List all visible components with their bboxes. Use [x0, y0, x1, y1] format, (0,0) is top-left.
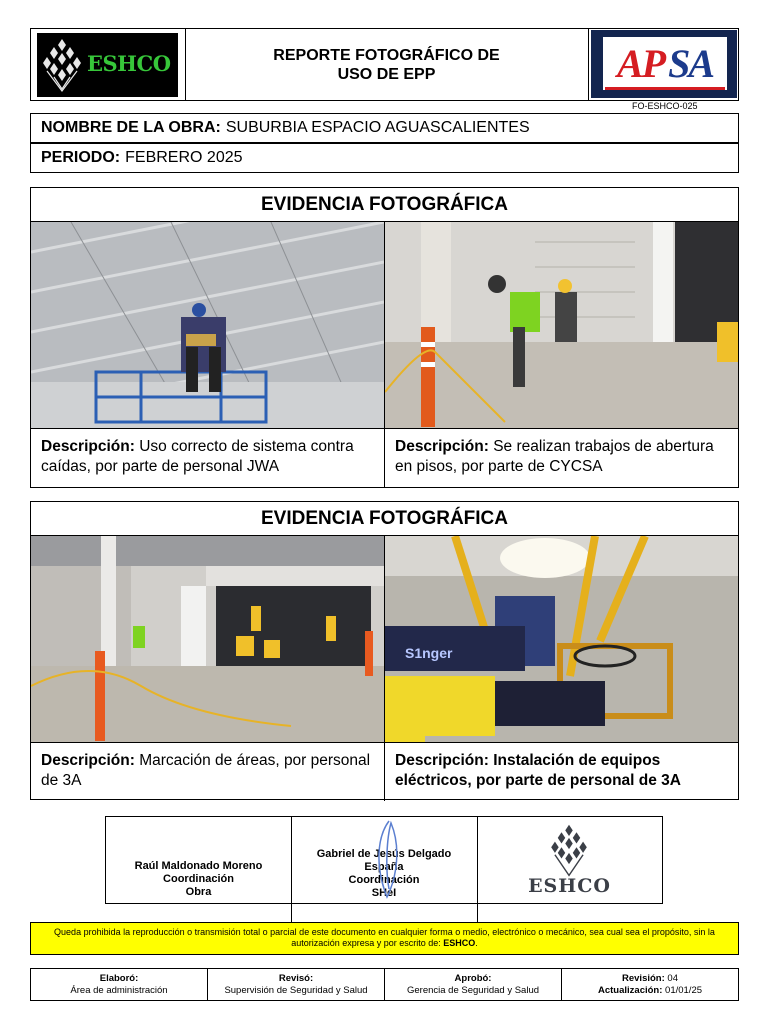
footer-label: Revisó: — [278, 973, 314, 984]
signer-area: SHeI — [371, 887, 397, 899]
description-label: Descripción: — [41, 752, 135, 769]
evidence-panel-title: EVIDENCIA FOTOGRÁFICA — [31, 502, 738, 536]
periodo-label: PERIODO: — [41, 149, 121, 166]
apsa-logo-sa: SA — [668, 41, 714, 86]
signer-role: Coordinación — [163, 873, 234, 885]
notice-text: Queda prohibida la reproducción o transmisión total o parcial de este documento en cualquier forma o medio, electrónico o mecánico, sea cual sea el propósito, sin la autorización expresa y por escrito de: — [54, 927, 715, 948]
report-title — [185, 29, 588, 100]
photo-description-4 — [385, 742, 738, 800]
document-header — [30, 28, 739, 101]
photo-fall-protection — [31, 222, 384, 428]
photo-description-3 — [31, 742, 384, 800]
report-title-line2: USO DE EPP — [337, 65, 436, 83]
description-text: Instalación de equipos eléctricos, por parte de personal de 3A — [395, 752, 681, 789]
obra-row — [30, 113, 739, 143]
signer-area: Obra — [185, 886, 212, 898]
photo-electrical-install — [385, 536, 738, 742]
periodo-row — [30, 143, 739, 173]
apsa-logo-ap: AP — [616, 41, 665, 86]
notice-end: . — [475, 938, 478, 948]
eshco-logo — [37, 33, 178, 97]
signer-role: Coordinación — [348, 874, 420, 886]
svg-text:S1nger: S1nger — [405, 645, 453, 661]
photo-description-1 — [31, 428, 384, 486]
handwritten-signature-icon — [369, 817, 409, 901]
signer-name: Raúl Maldonado Moreno — [134, 860, 263, 872]
footer-revision — [562, 969, 738, 1000]
apsa-logo-cell — [588, 29, 739, 100]
footer-label: Aprobó: — [454, 973, 492, 984]
footer-value: 04 — [667, 973, 678, 984]
description-label: Descripción: — [41, 438, 135, 455]
description-label: Descripción: — [395, 752, 489, 769]
description-text: Uso correcto de sistema contra caídas, por parte de personal JWA — [41, 438, 354, 475]
photo-floor-openings — [385, 222, 738, 428]
footer-reviso — [208, 969, 385, 1000]
footer-label: Actualización: — [597, 985, 663, 996]
evidence-panel-title: EVIDENCIA FOTOGRÁFICA — [31, 188, 738, 222]
wheat-emblem-icon — [39, 33, 85, 97]
footer-elaboro — [31, 969, 208, 1000]
signature-block — [105, 816, 663, 904]
obra-value: SUBURBIA ESPACIO AGUASCALIENTES — [225, 119, 530, 136]
description-text: Se realizan trabajos de abertura en pisos, por parte de CYCSA — [395, 438, 714, 475]
eshco-logo-cell — [31, 29, 186, 100]
eshco-footer-logo-text: ESHCO — [528, 875, 611, 897]
apsa-logo — [591, 30, 737, 98]
photo-area-marking — [31, 536, 384, 742]
photo-description-2 — [385, 428, 738, 486]
periodo-value: FEBRERO 2025 — [125, 149, 243, 166]
notice-company: ESHCO — [443, 938, 476, 948]
obra-label: NOMBRE DE LA OBRA: — [41, 119, 221, 136]
footer-value: 01/01/25 — [665, 985, 703, 996]
footer-value: Supervisión de Seguridad y Salud — [224, 985, 368, 996]
eshco-logo-text: ESHCO — [87, 51, 171, 76]
evidence-panel-2 — [30, 501, 739, 800]
report-title-line1: REPORTE FOTOGRÁFICO DE — [273, 46, 500, 64]
form-code: FO-ESHCO-025 — [632, 101, 698, 111]
eshco-logo-footer — [477, 817, 662, 903]
document-footer — [30, 968, 739, 1001]
signer-name-2: España — [364, 861, 404, 873]
evidence-panel-1 — [30, 187, 739, 488]
copyright-notice — [30, 922, 739, 955]
footer-label: Revisión: — [622, 973, 665, 984]
footer-value: Gerencia de Seguridad y Salud — [406, 985, 540, 996]
wheat-emblem-icon — [539, 821, 599, 881]
signature-gabriel — [291, 817, 478, 934]
footer-value: Área de administración — [70, 985, 168, 996]
signer-name: Gabriel de Jesús Delgado — [316, 848, 452, 860]
description-label: Descripción: — [395, 438, 489, 455]
description-text: Marcación de áreas, por personal de 3A — [41, 752, 371, 789]
footer-label: Elaboró: — [99, 973, 139, 984]
footer-aprobo — [385, 969, 562, 1000]
